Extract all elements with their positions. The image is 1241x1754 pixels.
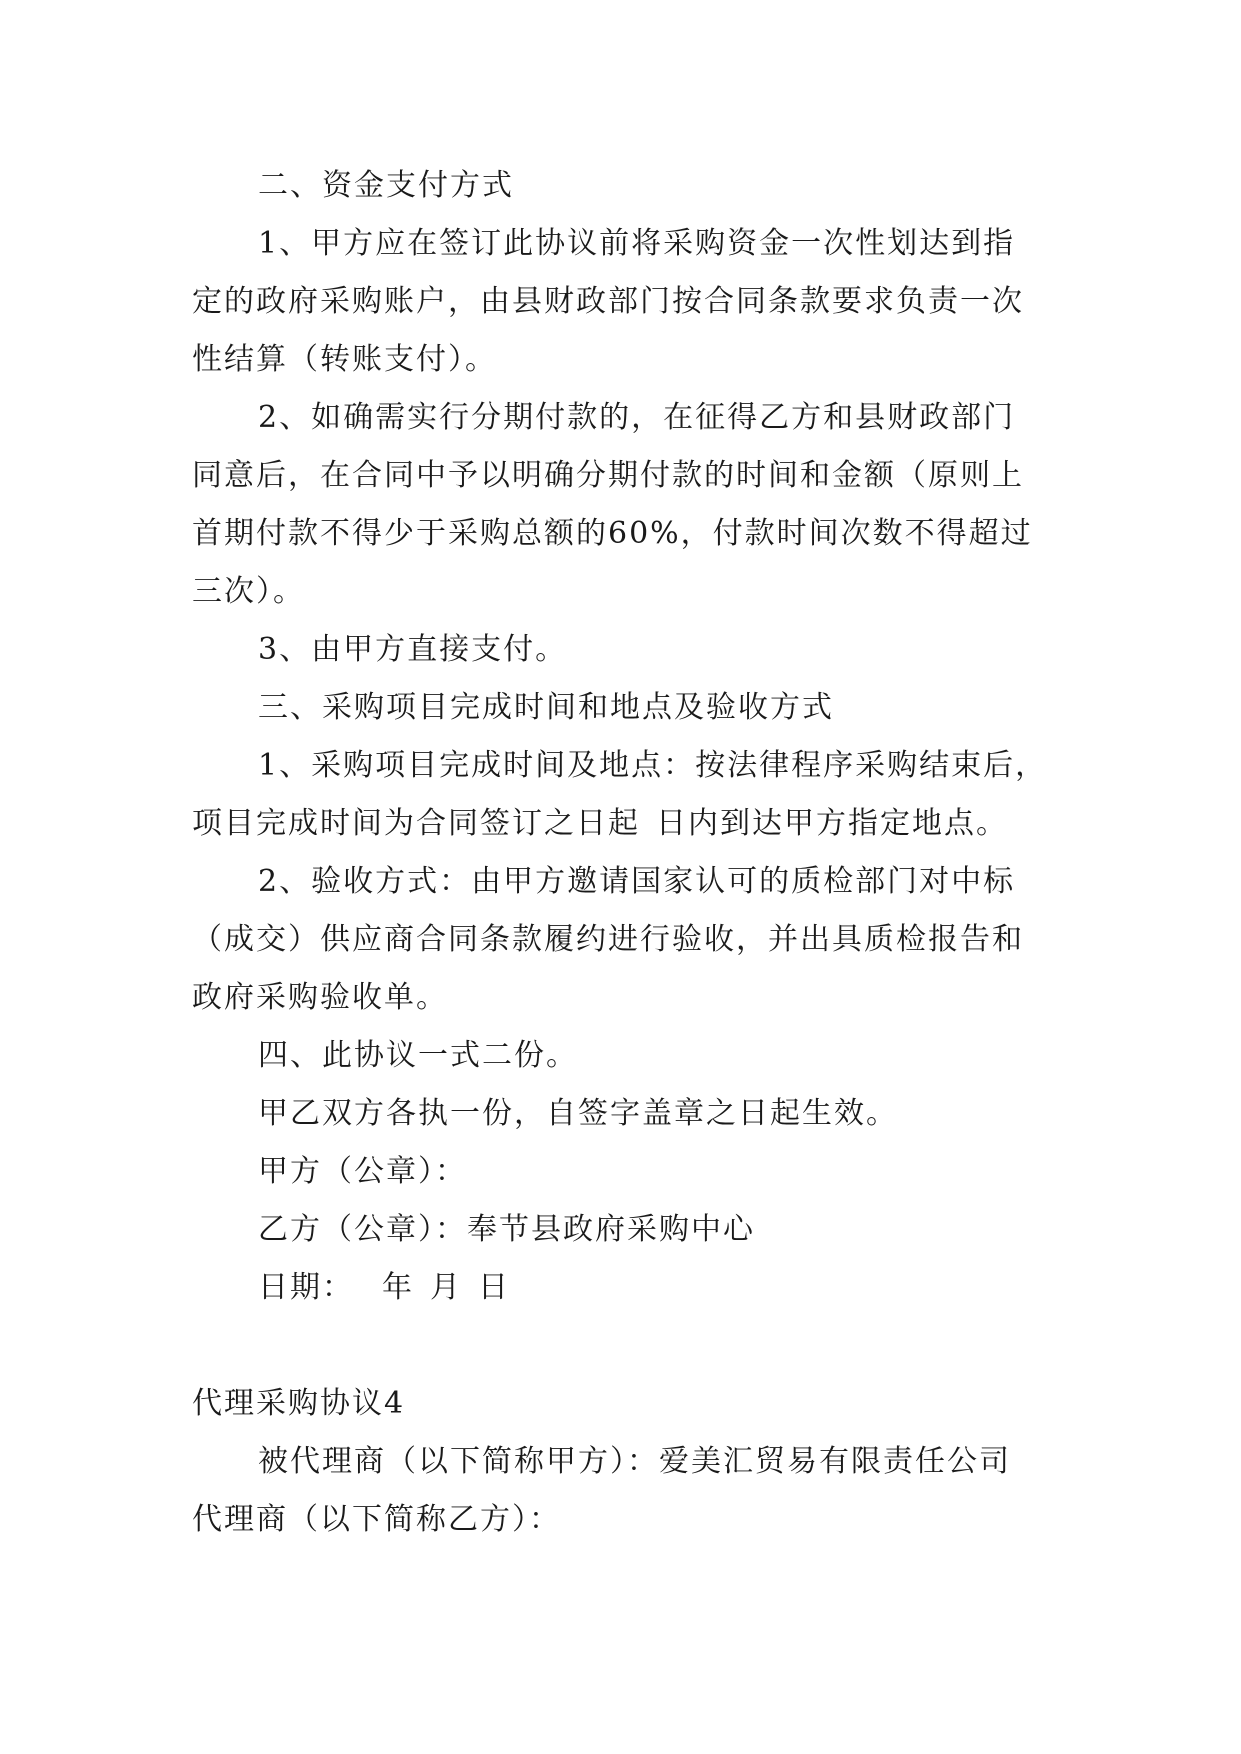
paragraph-line: 3、由甲方直接支付。 bbox=[258, 632, 568, 667]
paragraph-line bbox=[192, 804, 1008, 844]
paragraph-line: 同意后，在合同中予以明确分期付款的时间和金额（原则上 bbox=[192, 458, 1024, 493]
paragraph-line: 1、采购项目完成时间及地点：按法律程序采购结束后， bbox=[258, 748, 1048, 783]
date-day: 日 bbox=[478, 1270, 510, 1305]
agent-line: 代理商（以下简称乙方）： bbox=[192, 1502, 561, 1537]
party-b-signature-line: 乙方（公章）：奉节县政府采购中心 bbox=[258, 1212, 755, 1247]
date-label: 日期： bbox=[258, 1270, 354, 1305]
paragraph-text: 项目完成时间为合同签订之日起 bbox=[192, 806, 640, 841]
paragraph-line: 三次）。 bbox=[192, 574, 305, 609]
paragraph-line: 政府采购验收单。 bbox=[192, 980, 448, 1015]
date-month: 月 bbox=[430, 1270, 462, 1305]
paragraph-line: 2、如确需实行分期付款的，在征得乙方和县财政部门 bbox=[258, 400, 1016, 435]
date-year: 年 bbox=[382, 1270, 414, 1305]
paragraph-text: 日内到达甲方指定地点。 bbox=[656, 806, 1008, 841]
principal-line: 被代理商（以下简称甲方）：爱美汇贸易有限责任公司 bbox=[258, 1444, 1011, 1479]
date-line bbox=[258, 1268, 510, 1308]
paragraph-line: 甲乙双方各执一份，自签字盖章之日起生效。 bbox=[258, 1096, 898, 1131]
paragraph-line: 定的政府采购账户，由县财政部门按合同条款要求负责一次 bbox=[192, 284, 1024, 319]
paragraph-line: 1、甲方应在签订此协议前将采购资金一次性划达到指 bbox=[258, 226, 1016, 261]
section-3-heading: 三、采购项目完成时间和地点及验收方式 bbox=[258, 690, 834, 725]
paragraph-line: （成交）供应商合同条款履约进行验收，并出具质检报告和 bbox=[192, 922, 1024, 957]
paragraph-line: 性结算（转账支付）。 bbox=[192, 342, 497, 377]
paragraph-line: 首期付款不得少于采购总额的60%，付款时间次数不得超过 bbox=[192, 516, 1033, 551]
section-4-heading: 四、此协议一式二份。 bbox=[258, 1038, 578, 1073]
paragraph-line: 2、验收方式：由甲方邀请国家认可的质检部门对中标 bbox=[258, 864, 1016, 899]
section-2-heading: 二、资金支付方式 bbox=[258, 168, 514, 203]
party-a-signature-line: 甲方（公章）： bbox=[258, 1154, 467, 1189]
agreement-title: 代理采购协议4 bbox=[192, 1386, 406, 1421]
